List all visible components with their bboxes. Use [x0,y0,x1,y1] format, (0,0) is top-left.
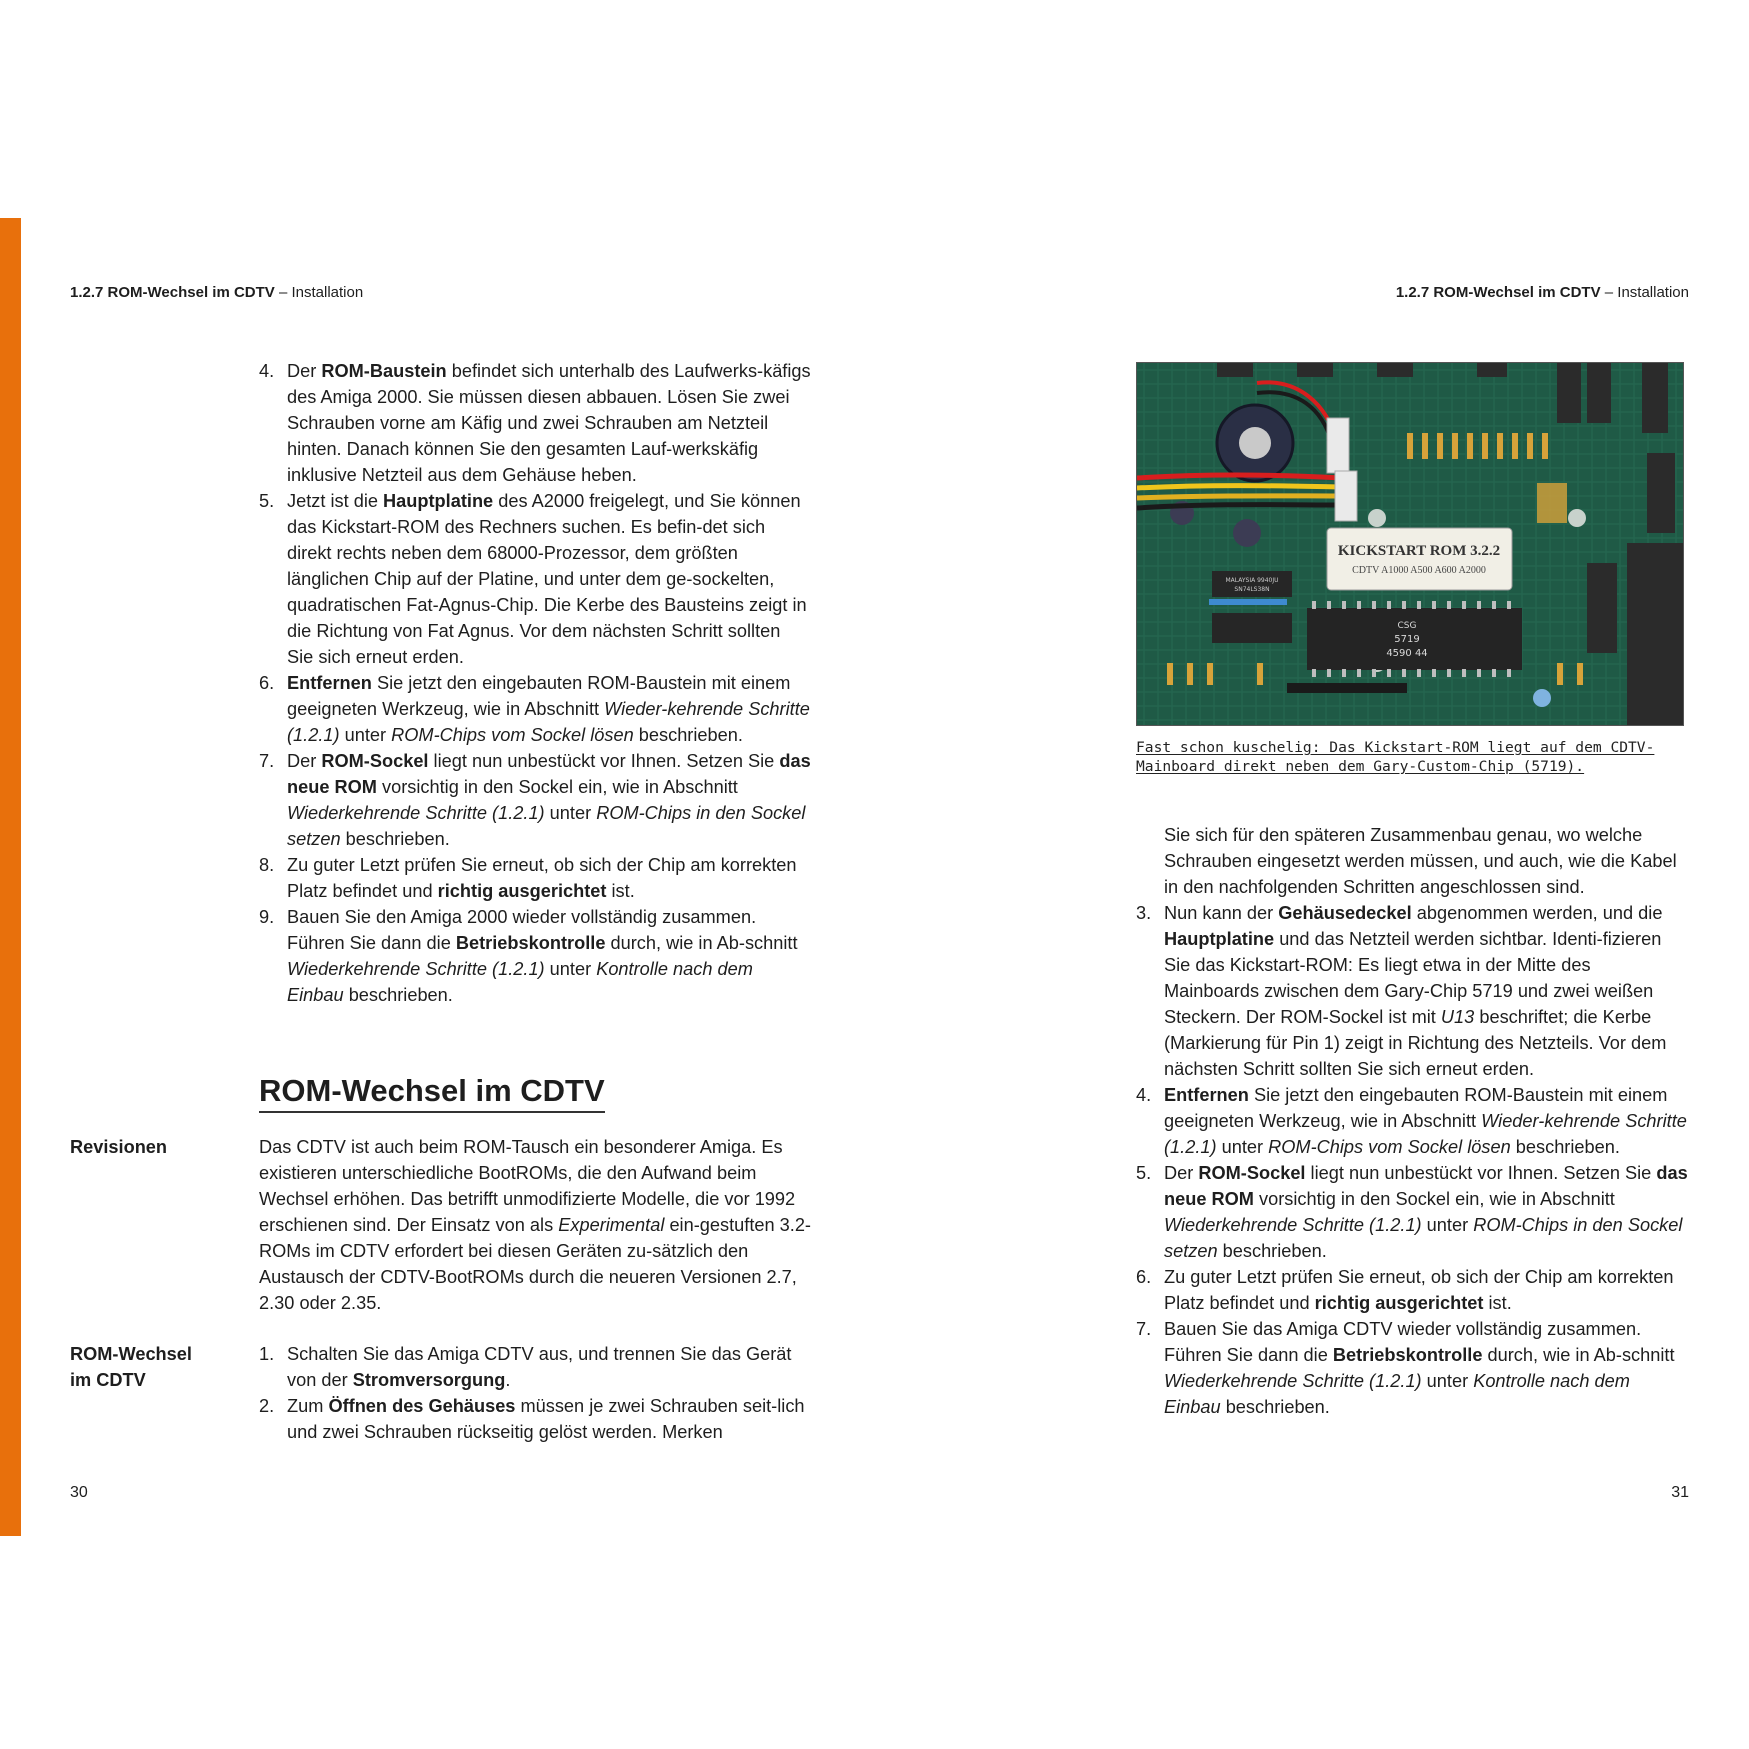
rom-label-title: KICKSTART ROM 3.2.2 [1337,543,1501,559]
text-run: Bauen Sie das Amiga CDTV wieder vollständig zusammen. Führen Sie dann die [1164,1319,1642,1365]
page-number-right: 31 [1671,1484,1689,1501]
text-run: Der [287,361,322,381]
revisionen-paragraph [259,1134,811,1316]
italic-reference: ROM-Chips vom Sockel lösen [1268,1137,1511,1157]
list-item [259,904,811,1008]
text-run: beschrieben. [633,725,743,745]
text-run: beschrieben. [343,985,453,1005]
bold-term: ROM-Baustein [321,361,447,381]
bold-term: das neue ROM [287,751,811,797]
text-run: Das CDTV ist auch beim ROM-Tausch ein besonderer Amiga. Es existieren unterschiedliche BootROMs, die den Aufwand beim Wechsel erhöhen. Das betrifft unmodifizierte Modelle, die vor 1992 erschienen sind. Der Einsatz von als [259,1137,796,1235]
running-head-chapter: – Installation [1604,284,1689,301]
text-run: liegt nun unbestückt vor Ihnen. Setzen Sie [1305,1163,1657,1183]
chip-small-line2: SN74LS38N [1234,586,1270,593]
chip-small-line1: MALAYSIA 9940JU [1225,577,1279,584]
list-item [259,748,811,852]
list-item [259,1393,811,1445]
step-number: 9. [259,907,275,927]
italic-reference: U13 [1440,1007,1475,1027]
text-run: Sie jetzt den eingebauten ROM-Baustein mit einem geeigneten Werkzeug, wie in Abschnitt [1164,1085,1668,1131]
italic-reference: Wiederkehrende Schritte (1.2.1) [287,803,545,823]
italic-reference: Experimental [558,1215,665,1235]
pcb-illustration [1137,363,1684,726]
margin-label-rom-wechsel [70,1341,240,1393]
text-run: . [505,1370,511,1390]
text-run: Nun kann der [1164,903,1279,923]
step-number: 1. [259,1344,275,1364]
rom-label-sub: CDTV A1000 A500 A600 A2000 [1352,565,1486,576]
text-run: ist. [1483,1293,1512,1313]
list-item [259,670,811,748]
list-item [259,1341,811,1393]
step-list [259,1341,811,1445]
bold-term: Öffnen des Gehäuses [328,1396,516,1416]
step-number: 7. [259,751,275,771]
text-run: Der [1164,1163,1199,1183]
text-run: des A2000 freigelegt, und Sie können das Kickstart-ROM des Rechners suchen. Es befin-det sich direkt rechts neben dem 68000-Prozessor, dem größten länglichen Chip auf der Platine, und unter dem ge-sockelten, quadratischen Fat-Agnus-Chip. Die Kerbe des Bausteins zeigt in die Richtung von Fat Agnus. Vor dem nächsten Schritt sollten Sie sich erneut erden. [287,491,807,667]
step-number: 5. [1136,1163,1152,1183]
continuation-paragraph: Sie sich für den späteren Zusammenbau genau, wo welche Schrauben eingesetzt werden müssen, und auch, wie die Kabel in den nachfolgenden Schritten angeschlossen sind. [1164,825,1677,897]
list-item [1136,1316,1688,1420]
text-run: ein-gestuften 3.2-ROMs im CDTV erfordert bei diesen Geräten zu-sätzlich den Austausch der CDTV-BootROMs durch die neueren Versionen 2.7, 2.30 oder 2.35. [259,1215,811,1313]
italic-reference: ROM-Chips vom Sockel lösen [391,725,634,745]
list-item [259,488,811,670]
text-run: Schalten Sie das Amiga CDTV aus, und trennen Sie das Gerät von der [287,1344,792,1390]
step-number: 2. [259,1396,275,1416]
paragraph [259,1134,811,1316]
text-run: beschrieben. [340,829,450,849]
list-item [1136,1160,1688,1264]
text-run: unter [1421,1371,1474,1391]
text-run: unter [339,725,392,745]
text-run: unter [1216,1137,1269,1157]
italic-reference: Kontrolle nach dem Einbau [1164,1371,1630,1417]
italic-reference: Wiederkehrende Schritte (1.2.1) [287,959,545,979]
gary-chip-line2: 4590 44 [1386,648,1428,659]
text-run: beschrieben. [1220,1397,1330,1417]
bold-term: ROM-Sockel [1198,1163,1306,1183]
text-run: durch, wie in Ab-schnitt [605,933,798,953]
text-run: Zu guter Letzt prüfen Sie erneut, ob sich der Chip am korrekten Platz befindet und [1164,1267,1674,1313]
italic-reference: ROM-Chips in den Sockel setzen [287,803,806,849]
step-list [259,358,811,1008]
text-run: Zum [287,1396,329,1416]
text-run: Sie jetzt den eingebauten ROM-Baustein mit einem geeigneten Werkzeug, wie in Abschnitt [287,673,791,719]
margin-label-revisionen: Revisionen [70,1137,168,1157]
bold-term: Stromversorgung [352,1370,506,1390]
text-run: und das Netzteil werden sichtbar. Identi-fizieren Sie das Kickstart-ROM: Es liegt etwa in der Mitte des Mainboards zwischen dem Gary-Chip 5719 und zwei weißen Steckern. Der ROM-Sockel ist mit [1164,929,1662,1027]
running-head-chapter: – Installation [278,284,364,301]
list-item [1136,900,1688,1082]
left-steps-top [259,358,811,1008]
italic-reference: Wieder-kehrende Schritte (1.2.1) [287,699,810,745]
list-item [1136,1082,1688,1160]
bold-term: Entfernen [1164,1085,1249,1105]
bold-term: das neue ROM [1164,1163,1688,1209]
step-number: 8. [259,855,275,875]
italic-reference: Wiederkehrende Schritte (1.2.1) [1164,1371,1422,1391]
bold-term: Gehäusedeckel [1278,903,1412,923]
bold-term: Entfernen [287,673,372,693]
text-run: vorsichtig in den Sockel ein, wie in Abschnitt [376,777,738,797]
step-number: 5. [259,491,275,511]
bold-term: Hauptplatine [1164,929,1275,949]
list-item [259,358,811,488]
text-run: unter [544,803,597,823]
text-run: unter [544,959,597,979]
running-head-left [70,284,363,301]
bold-term: richtig ausgerichtet [437,881,607,901]
italic-reference: Kontrolle nach dem Einbau [287,959,753,1005]
running-head-section: 1.2.7 ROM-Wechsel im CDTV [70,284,275,301]
mainboard-photo [1136,362,1684,726]
list-item [259,852,811,904]
step-number: 4. [1136,1085,1152,1105]
text-run: beschrieben. [1510,1137,1620,1157]
text-run: beschrieben. [1217,1241,1327,1261]
step-number: 3. [1136,903,1152,923]
left-steps-bottom [259,1341,811,1445]
text-run: Jetzt ist die [287,491,384,511]
step-number: 4. [259,361,275,381]
text-run: Bauen Sie den Amiga 2000 wieder vollständig zusammen. Führen Sie dann die [287,907,757,953]
list-item [1136,1264,1688,1316]
text-run: durch, wie in Ab-schnitt [1482,1345,1675,1365]
bold-term: Betriebskontrolle [1332,1345,1483,1365]
step-list [1136,900,1688,1420]
section-heading: ROM-Wechsel im CDTV [259,1071,605,1113]
text-run: Zu guter Letzt prüfen Sie erneut, ob sich der Chip am korrekten Platz befindet und [287,855,797,901]
text-run: befindet sich unterhalb des Laufwerks-käfigs des Amiga 2000. Sie müssen diesen abbauen. Lösen Sie zwei Schrauben vorne am Käfig und zwei Schrauben am Netzteil hinten. Danach können Sie den gesamten Lauf-werkskäfig inklusive Netzteil aus dem Gehäuse heben. [287,361,811,485]
photo-caption: Fast schon kuschelig: Das Kickstart-ROM liegt auf dem CDTV-Mainboard direkt neben dem Gary-Custom-Chip (5719). [1136,739,1655,775]
bold-term: ROM-Sockel [321,751,429,771]
text-run: müssen je zwei Schrauben seit-lich und zwei Schrauben rückseitig gelöst werden. Merken [287,1396,805,1442]
bold-term: Betriebskontrolle [455,933,606,953]
italic-reference: ROM-Chips in den Sockel setzen [1164,1215,1683,1261]
text-run: abgenommen werden, und die [1411,903,1663,923]
text-run: ist. [606,881,635,901]
bold-term: Hauptplatine [383,491,494,511]
margin-label-line: im CDTV [70,1370,146,1390]
step-number: 7. [1136,1319,1152,1339]
right-column [1136,822,1688,1420]
step-number: 6. [259,673,275,693]
italic-reference: Wieder-kehrende Schritte (1.2.1) [1164,1111,1687,1157]
chapter-accent-bar [0,218,21,1536]
step-number: 6. [1136,1267,1152,1287]
italic-reference: Wiederkehrende Schritte (1.2.1) [1164,1215,1422,1235]
text-run: liegt nun unbestückt vor Ihnen. Setzen Sie [428,751,780,771]
text-run: beschriftet; die Kerbe (Markierung für Pin 1) zeigt in Richtung des Netzteils. Vor dem nächsten Schritt sollten Sie sich erneut erden. [1164,1007,1667,1079]
running-head-right [1396,284,1689,301]
gary-chip-line1: 5719 [1394,634,1420,645]
text-run: Der [287,751,322,771]
text-run: unter [1421,1215,1474,1235]
bold-term: richtig ausgerichtet [1314,1293,1484,1313]
running-head-section: 1.2.7 ROM-Wechsel im CDTV [1395,284,1601,301]
page-number-left: 30 [70,1484,88,1501]
gary-chip-maker: CSG [1397,621,1417,631]
margin-label-line: ROM-Wechsel [70,1344,192,1364]
text-run: vorsichtig in den Sockel ein, wie in Abschnitt [1253,1189,1615,1209]
